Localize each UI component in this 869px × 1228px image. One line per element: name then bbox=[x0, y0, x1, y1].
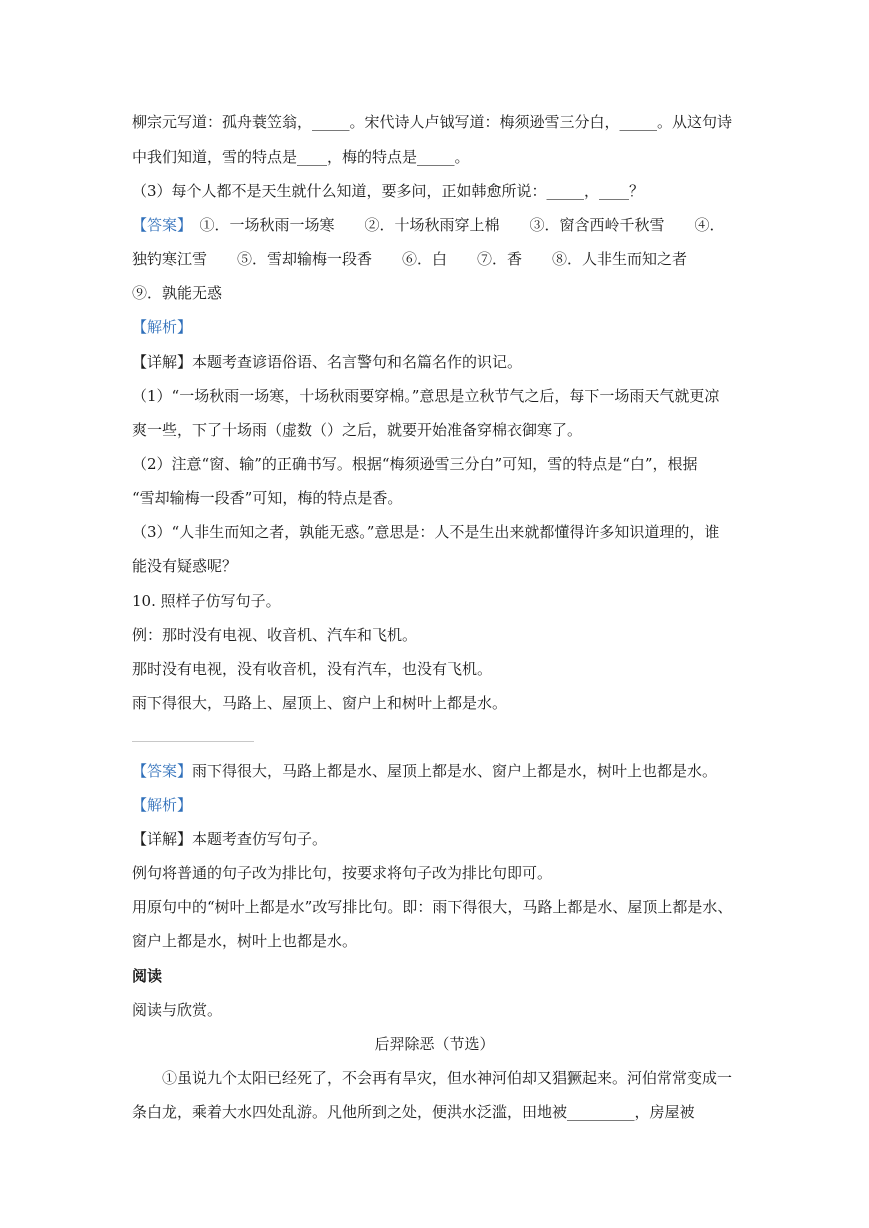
line-text: 10. 照样子仿写句子。 bbox=[132, 592, 281, 610]
line-text: 爽一些，下了十场雨（虚数（）之后，就要开始准备穿棉衣御寒了。 bbox=[132, 421, 583, 439]
line-text: （2）注意“窗、输”的正确书写。根据“梅须逊雪三分白”可知，雪的特点是“白”，根据 bbox=[132, 455, 698, 473]
line-text: 那时没有电视，没有收音机，没有汽车，也没有飞机。 bbox=[132, 660, 493, 678]
line-text: 中我们知道，雪的特点是____，梅的特点是_____。 bbox=[132, 148, 470, 166]
answer-blank-line bbox=[132, 741, 254, 742]
text-line bbox=[132, 181, 644, 201]
line-text: ①．一场秋雨一场寒 ②．十场秋雨穿上棉 ③．窗含西岭千秋雪 ④． bbox=[184, 216, 725, 234]
text-line bbox=[132, 488, 402, 508]
text-line bbox=[132, 147, 470, 167]
line-text: “雪却输梅一段香”可知，梅的特点是香。 bbox=[132, 489, 403, 507]
text-line bbox=[132, 829, 327, 849]
line-text: 雨下得很大，马路上都是水、屋顶上都是水、窗户上都是水，树叶上也都是水。 bbox=[192, 762, 718, 780]
text-line bbox=[132, 522, 719, 542]
text-line bbox=[132, 931, 357, 951]
line-text: 能没有疑惑呢？ bbox=[132, 557, 238, 575]
text-line bbox=[132, 556, 237, 576]
text-line bbox=[132, 863, 552, 883]
text-line bbox=[132, 693, 507, 713]
line-text: ⑨．孰能无惑 bbox=[132, 284, 223, 302]
text-line bbox=[132, 1068, 732, 1088]
section-tag: 【答案】 bbox=[132, 762, 193, 780]
section-tag: 【解析】 bbox=[132, 796, 193, 814]
passage-title: 后羿除恶（节选） bbox=[374, 1035, 495, 1053]
section-tag: 【解析】 bbox=[132, 318, 193, 336]
text-line bbox=[132, 420, 582, 440]
line-text: 阅读与欣赏。 bbox=[132, 1001, 223, 1019]
text-line bbox=[132, 897, 732, 917]
line-text: 阅读 bbox=[132, 967, 163, 985]
text-line bbox=[132, 112, 732, 132]
line-text: （3）每个人都不是天生就什么知道，要多问，正如韩愈所说：_____，____？ bbox=[132, 182, 645, 200]
line-text: 【详解】本题考查仿写句子。 bbox=[132, 830, 328, 848]
line-text: ①虽说九个太阳已经死了，不会再有旱灾，但水神河伯却又猖獗起来。河伯常常变成一 bbox=[132, 1069, 733, 1087]
line-text: 例：那时没有电视、收音机、汽车和飞机。 bbox=[132, 626, 418, 644]
text-line bbox=[132, 352, 522, 372]
section-line bbox=[132, 317, 192, 337]
line-text: 条白龙，乘着大水四处乱游。凡他所到之处，便洪水泛滥，田地被_________，房屋被 bbox=[132, 1103, 695, 1121]
line-text: 独钓寒江雪 ⑤．雪却输梅一段香 ⑥．白 ⑦．香 ⑧．人非生而知之者 bbox=[132, 250, 688, 268]
section-tag: 【答案】 bbox=[132, 216, 185, 234]
text-line bbox=[132, 283, 222, 303]
text-line bbox=[132, 454, 698, 474]
section-line bbox=[132, 795, 192, 815]
text-line bbox=[132, 249, 687, 269]
line-text: 例句将普通的句子改为排比句，按要求将句子改为排比句即可。 bbox=[132, 864, 553, 882]
text-line bbox=[132, 386, 719, 406]
line-text: 柳宗元写道：孤舟蓑笠翁，_____。宋代诗人卢钺写道：梅须逊雪三分白，_____。从这句诗 bbox=[132, 113, 733, 131]
section-line bbox=[132, 215, 725, 235]
line-text: （1）“一场秋雨一场寒，十场秋雨要穿棉。”意思是立秋节气之后，每下一场雨天气就更凉 bbox=[132, 387, 720, 405]
text-line bbox=[132, 1102, 695, 1122]
line-text: 窗户上都是水，树叶上也都是水。 bbox=[132, 932, 358, 950]
line-text: （3）“人非生而知之者，孰能无惑。”意思是：人不是生出来就都懂得许多知识道理的，谁 bbox=[132, 523, 720, 541]
text-line bbox=[132, 625, 417, 645]
line-text: 用原句中的“树叶上都是水”改写排比句。即：雨下得很大，马路上都是水、屋顶上都是水、 bbox=[132, 898, 733, 916]
text-line bbox=[132, 591, 281, 611]
text-line bbox=[132, 1000, 222, 1020]
text-line bbox=[132, 659, 492, 679]
line-text: 雨下得很大，马路上、屋顶上、窗户上和树叶上都是水。 bbox=[132, 694, 508, 712]
line-text: 【详解】本题考查谚语俗语、名言警句和名篇名作的识记。 bbox=[132, 353, 523, 371]
text-line bbox=[132, 966, 162, 986]
section-line bbox=[132, 761, 717, 781]
